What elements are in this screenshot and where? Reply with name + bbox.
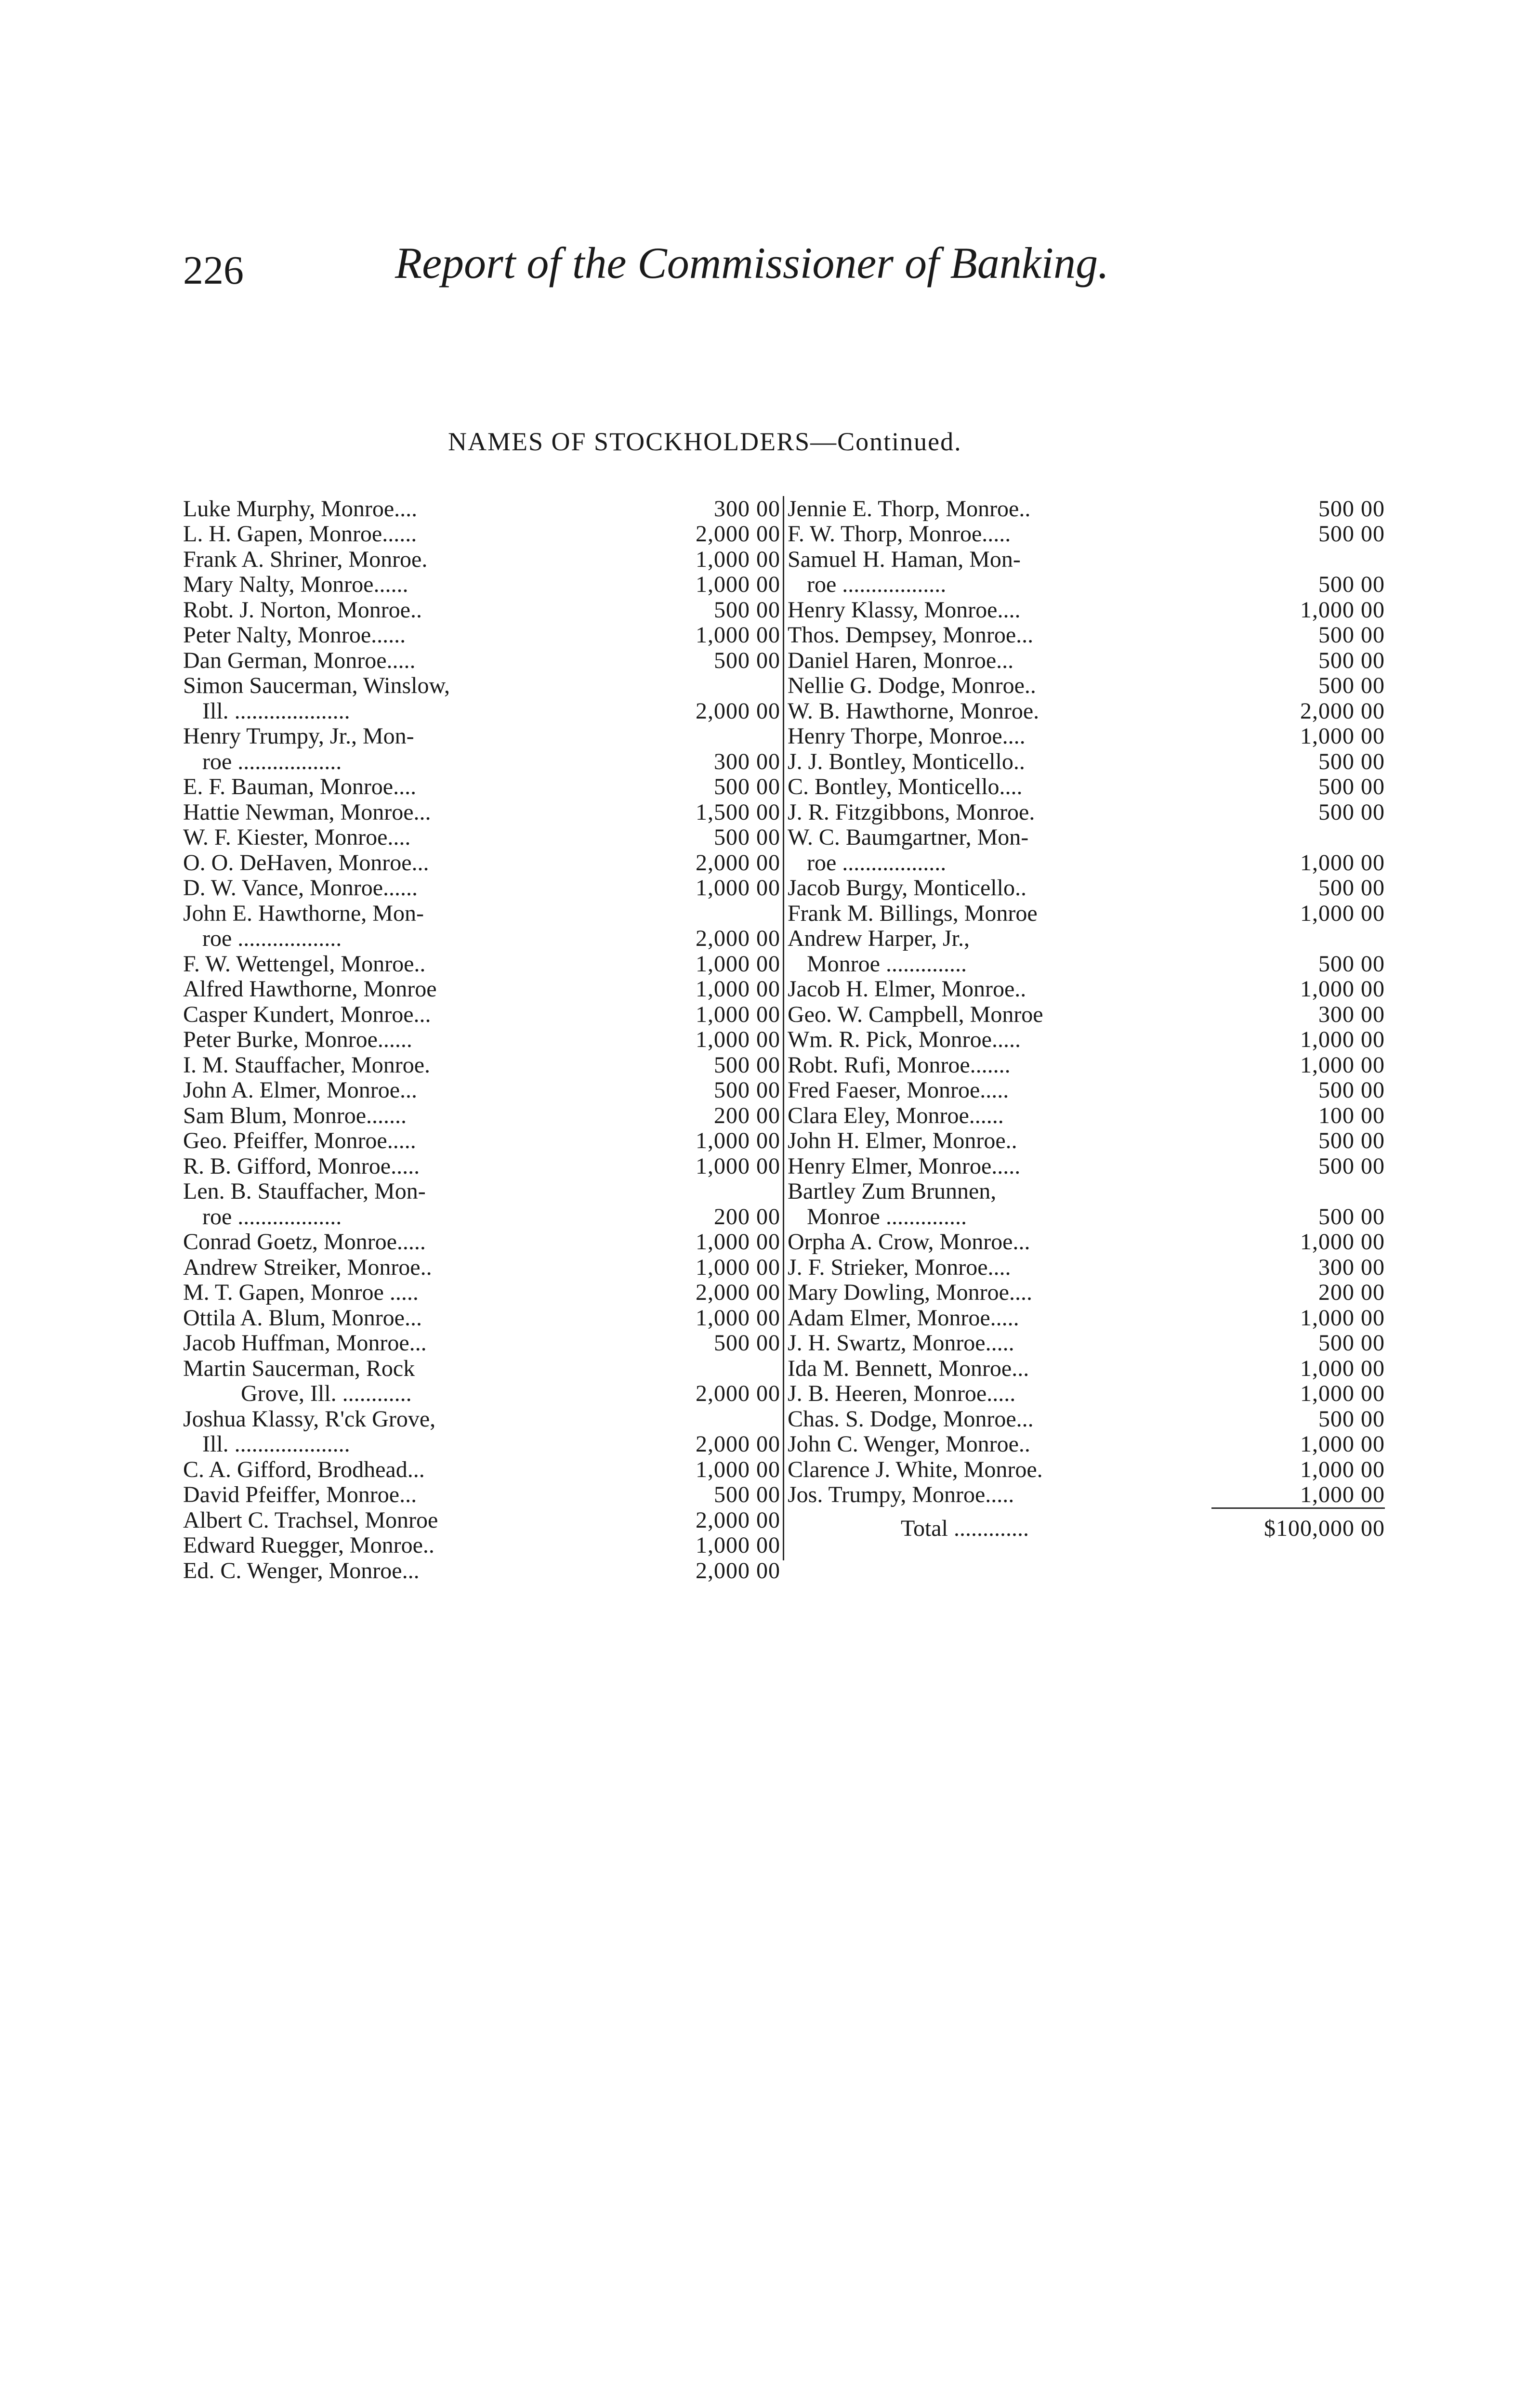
stockholder-row xyxy=(183,1356,780,1381)
stock-amount: 200 00 xyxy=(1318,1280,1385,1305)
stockholder-row xyxy=(183,1002,780,1027)
stockholder-name: Wm. R. Pick, Monroe..... xyxy=(788,1027,1021,1052)
stockholder-row xyxy=(183,673,780,699)
stockholder-row xyxy=(183,774,780,800)
stock-amount: 1,000 00 xyxy=(696,951,780,977)
stockholder-row xyxy=(183,901,780,926)
stockholder-name: roe .................. xyxy=(807,850,947,876)
stockholder-row xyxy=(788,799,1385,825)
stockholder-row xyxy=(788,951,1385,977)
stock-amount: 100 00 xyxy=(1318,1102,1385,1128)
stockholder-name: Samuel H. Haman, Mon- xyxy=(788,547,1021,572)
stockholder-name: John A. Elmer, Monroe... xyxy=(183,1078,418,1103)
stockholder-row xyxy=(788,1204,1385,1230)
stockholder-name: W. C. Baumgartner, Mon- xyxy=(788,825,1029,850)
stock-amount: 200 00 xyxy=(714,1204,780,1230)
stockholder-row xyxy=(788,926,1385,952)
stock-amount: 1,000 00 xyxy=(1300,1431,1385,1457)
stockholder-name: Geo. Pfeiffer, Monroe..... xyxy=(183,1128,416,1153)
stockholder-row xyxy=(183,799,780,825)
stockholder-row xyxy=(183,1128,780,1154)
stockholder-row xyxy=(788,597,1385,623)
stockholder-name: Ed. C. Wenger, Monroe... xyxy=(183,1558,420,1584)
stock-amount: 1,000 00 xyxy=(1300,1381,1385,1406)
stockholder-name: Ottila A. Blum, Monroe... xyxy=(183,1305,422,1331)
stockholder-name: Simon Saucerman, Winslow, xyxy=(183,673,450,698)
stock-amount: 1,000 00 xyxy=(696,622,780,648)
stock-amount: 1,000 00 xyxy=(696,1153,780,1179)
stock-amount: 1,000 00 xyxy=(696,1027,780,1052)
stock-amount: 1,000 00 xyxy=(696,1254,780,1280)
stock-amount: 500 00 xyxy=(714,1052,780,1078)
stockholder-name: Joshua Klassy, R'ck Grove, xyxy=(183,1406,436,1432)
stock-amount: 2,000 00 xyxy=(1300,698,1385,724)
stockholder-list-left xyxy=(183,496,780,1584)
stockholder-name: Jacob Burgy, Monticello.. xyxy=(788,876,1026,901)
stockholder-name: Alfred Hawthorne, Monroe xyxy=(183,977,437,1002)
stock-amount: 2,000 00 xyxy=(696,1280,780,1305)
stock-amount: 1,000 00 xyxy=(696,875,780,901)
stock-amount: 500 00 xyxy=(1318,951,1385,977)
stockholder-name: Frank M. Billings, Monroe xyxy=(788,901,1038,926)
stock-amount: 300 00 xyxy=(1318,1254,1385,1280)
stock-amount: 1,000 00 xyxy=(1300,1482,1385,1507)
stockholder-row xyxy=(183,1078,780,1103)
stockholder-name: I. M. Stauffacher, Monroe. xyxy=(183,1052,431,1078)
stockholder-name: Bartley Zum Brunnen, xyxy=(788,1179,997,1204)
stock-amount: 1,000 00 xyxy=(1300,1229,1385,1255)
stock-amount: 1,000 00 xyxy=(1300,900,1385,926)
stockholder-row xyxy=(183,926,780,952)
stockholder-row xyxy=(788,1128,1385,1154)
stockholder-row xyxy=(788,1002,1385,1027)
stockholder-row xyxy=(183,572,780,598)
stockholder-name: Monroe .............. xyxy=(807,1204,967,1230)
stockholder-row xyxy=(788,522,1385,547)
stockholder-name: R. B. Gifford, Monroe..... xyxy=(183,1153,420,1179)
stockholder-row xyxy=(788,1179,1385,1204)
stockholder-name: Jacob H. Elmer, Monroe.. xyxy=(788,977,1026,1002)
stockholder-row xyxy=(183,850,780,876)
stockholder-name: C. A. Gifford, Brodhead... xyxy=(183,1457,425,1482)
stock-amount: 500 00 xyxy=(1318,1406,1385,1432)
section-title: NAMES OF STOCKHOLDERS—Continued. xyxy=(448,427,962,456)
stockholder-name: C. Bontley, Monticello.... xyxy=(788,774,1023,799)
stock-amount: 500 00 xyxy=(1318,1128,1385,1153)
stockholder-name: Hattie Newman, Monroe... xyxy=(183,799,431,825)
stockholder-name: J. F. Strieker, Monroe.... xyxy=(788,1255,1011,1280)
stock-amount: 2,000 00 xyxy=(696,926,780,951)
stock-amount: 500 00 xyxy=(1318,1077,1385,1103)
stockholder-name: roe .................. xyxy=(202,749,342,774)
stockholder-name: Henry Thorpe, Monroe.... xyxy=(788,724,1026,749)
stock-amount: 300 00 xyxy=(714,496,780,522)
stockholder-name: Luke Murphy, Monroe.... xyxy=(183,496,418,522)
stockholder-name: John C. Wenger, Monroe.. xyxy=(788,1432,1030,1457)
stockholder-row xyxy=(183,597,780,623)
stockholder-name: John E. Hawthorne, Mon- xyxy=(183,901,424,926)
stockholder-row xyxy=(183,547,780,572)
stockholder-list-right xyxy=(788,496,1385,1541)
stock-amount: 2,000 00 xyxy=(696,698,780,724)
stockholder-row xyxy=(183,1331,780,1356)
stock-amount: 2,000 00 xyxy=(696,1557,780,1584)
stockholder-name: Thos. Dempsey, Monroe... xyxy=(788,623,1034,648)
stock-amount: 1,500 00 xyxy=(696,799,780,825)
stockholder-row xyxy=(183,876,780,901)
stockholder-name: Mary Dowling, Monroe.... xyxy=(788,1280,1032,1305)
stockholder-row xyxy=(183,1280,780,1306)
stockholder-row xyxy=(788,876,1385,901)
stock-amount: 1,000 00 xyxy=(1300,850,1385,876)
total-amount: $100,000 00 xyxy=(1264,1515,1385,1541)
stockholder-name: Martin Saucerman, Rock xyxy=(183,1356,415,1381)
stock-amount: 1,000 00 xyxy=(696,1001,780,1027)
stockholder-name: Conrad Goetz, Monroe..... xyxy=(183,1230,426,1255)
stockholder-row xyxy=(788,1482,1385,1508)
stockholder-name: Chas. S. Dodge, Monroe... xyxy=(788,1406,1034,1432)
stockholder-name: Monroe .............. xyxy=(807,951,967,977)
stockholder-row xyxy=(788,977,1385,1002)
stock-amount: 500 00 xyxy=(1318,875,1385,901)
stockholder-row xyxy=(183,1482,780,1508)
stockholder-name: Henry Trumpy, Jr., Mon- xyxy=(183,724,414,749)
stock-amount: 500 00 xyxy=(1318,521,1385,547)
stockholder-row xyxy=(788,1356,1385,1381)
stock-amount: 500 00 xyxy=(1318,572,1385,597)
stock-amount: 500 00 xyxy=(1318,1330,1385,1356)
stockholder-row xyxy=(788,623,1385,648)
stockholder-name: Peter Burke, Monroe...... xyxy=(183,1027,412,1052)
stockholder-row xyxy=(788,825,1385,851)
stockholder-row xyxy=(788,850,1385,876)
stockholder-row xyxy=(183,749,780,774)
stockholder-name: Ill. .................... xyxy=(202,1432,350,1457)
stockholder-row xyxy=(788,1381,1385,1407)
stockholder-name: F. W. Wettengel, Monroe.. xyxy=(183,951,426,977)
stockholder-name: M. T. Gapen, Monroe ..... xyxy=(183,1280,419,1305)
stock-amount: 1,000 00 xyxy=(1300,1305,1385,1331)
stockholder-row xyxy=(183,1103,780,1128)
stock-amount: 1,000 00 xyxy=(696,572,780,597)
stockholder-row xyxy=(788,1027,1385,1053)
stock-amount: 1,000 00 xyxy=(696,1305,780,1331)
stock-amount: 500 00 xyxy=(1318,748,1385,774)
stockholder-name: Len. B. Stauffacher, Mon- xyxy=(183,1179,426,1204)
stockholder-name: Dan German, Monroe..... xyxy=(183,648,416,673)
stockholder-row xyxy=(788,1255,1385,1280)
stockholder-row xyxy=(183,951,780,977)
stockholder-row xyxy=(183,1432,780,1457)
stockholder-row xyxy=(788,648,1385,673)
stockholder-row xyxy=(183,1381,780,1407)
stock-amount: 500 00 xyxy=(714,1330,780,1356)
stockholder-name: W. B. Hawthorne, Monroe. xyxy=(788,698,1039,724)
stock-amount: 2,000 00 xyxy=(696,1431,780,1457)
stockholder-name: L. H. Gapen, Monroe...... xyxy=(183,522,417,547)
stockholder-row xyxy=(788,1052,1385,1078)
stock-amount: 1,000 00 xyxy=(696,1128,780,1153)
stock-amount: 2,000 00 xyxy=(696,850,780,876)
stockholder-name: Ida M. Bennett, Monroe... xyxy=(788,1356,1029,1381)
stockholder-row xyxy=(788,749,1385,774)
stock-amount: 500 00 xyxy=(714,1482,780,1507)
stockholder-name: J. H. Swartz, Monroe..... xyxy=(788,1331,1014,1356)
stock-amount: 1,000 00 xyxy=(696,1229,780,1255)
total-rule xyxy=(1211,1507,1385,1509)
stockholder-name: J. R. Fitzgibbons, Monroe. xyxy=(788,799,1035,825)
stockholder-row xyxy=(183,1457,780,1482)
stock-amount: 1,000 00 xyxy=(1300,1456,1385,1482)
stockholder-row xyxy=(788,572,1385,598)
stock-amount: 200 00 xyxy=(714,1102,780,1128)
stockholder-name: Jennie E. Thorp, Monroe.. xyxy=(788,496,1031,522)
stockholder-row xyxy=(183,1204,780,1230)
stockholder-row xyxy=(788,1331,1385,1356)
stockholder-name: Henry Klassy, Monroe.... xyxy=(788,597,1021,623)
stockholder-name: David Pfeiffer, Monroe... xyxy=(183,1482,417,1507)
stock-amount: 300 00 xyxy=(1318,1001,1385,1027)
stock-amount: 300 00 xyxy=(714,748,780,774)
stockholder-row xyxy=(788,496,1385,522)
stockholder-name: Daniel Haren, Monroe... xyxy=(788,648,1014,673)
stock-amount: 1,000 00 xyxy=(696,976,780,1002)
stock-amount: 1,000 00 xyxy=(1300,723,1385,749)
stockholder-row xyxy=(788,901,1385,926)
total-label: Total ............. xyxy=(901,1516,1029,1541)
stockholder-name: Andrew Harper, Jr., xyxy=(788,926,970,951)
stockholder-name: Nellie G. Dodge, Monroe.. xyxy=(788,673,1036,698)
stockholder-row xyxy=(183,1255,780,1280)
stock-amount: 1,000 00 xyxy=(696,1532,780,1558)
stock-amount: 500 00 xyxy=(1318,774,1385,799)
stockholder-name: J. B. Heeren, Monroe..... xyxy=(788,1381,1016,1406)
stockholder-name: Albert C. Trachsel, Monroe xyxy=(183,1507,438,1533)
stockholder-name: roe .................. xyxy=(202,1204,342,1230)
stockholder-row xyxy=(183,496,780,522)
stockholder-row xyxy=(788,1078,1385,1103)
column-divider xyxy=(783,496,784,1560)
stockholder-row xyxy=(788,774,1385,800)
stock-amount: 500 00 xyxy=(714,1077,780,1103)
stockholder-row xyxy=(788,1280,1385,1306)
stockholder-name: Casper Kundert, Monroe... xyxy=(183,1002,431,1027)
stockholder-row xyxy=(183,648,780,673)
stockholder-row xyxy=(183,1153,780,1179)
stockholder-name: Grove, Ill. ............ xyxy=(241,1381,412,1406)
stock-amount: 500 00 xyxy=(1318,647,1385,673)
stockholder-row xyxy=(183,724,780,749)
total-row xyxy=(788,1516,1385,1541)
stockholder-row xyxy=(183,522,780,547)
stock-amount: 1,000 00 xyxy=(1300,1027,1385,1052)
stockholder-row xyxy=(788,673,1385,699)
stock-amount: 500 00 xyxy=(1318,496,1385,522)
stockholder-name: Robt. Rufi, Monroe....... xyxy=(788,1052,1011,1078)
stockholder-name: Adam Elmer, Monroe..... xyxy=(788,1305,1019,1331)
stockholder-name: John H. Elmer, Monroe.. xyxy=(788,1128,1017,1153)
stock-amount: 500 00 xyxy=(1318,622,1385,648)
stockholder-name: Robt. J. Norton, Monroe.. xyxy=(183,597,422,623)
stockholder-name: F. W. Thorp, Monroe..... xyxy=(788,522,1011,547)
stockholder-name: roe .................. xyxy=(807,572,947,597)
stockholder-name: E. F. Bauman, Monroe.... xyxy=(183,774,417,799)
stock-amount: 500 00 xyxy=(1318,799,1385,825)
stock-amount: 2,000 00 xyxy=(696,1381,780,1406)
stock-amount: 1,000 00 xyxy=(696,546,780,572)
stockholder-name: Peter Nalty, Monroe...... xyxy=(183,623,406,648)
stock-amount: 1,000 00 xyxy=(1300,976,1385,1002)
stockholder-name: Geo. W. Campbell, Monroe xyxy=(788,1002,1043,1027)
stockholder-row xyxy=(183,825,780,851)
stockholder-row xyxy=(183,1558,780,1584)
stockholder-row xyxy=(788,1230,1385,1255)
stockholder-row xyxy=(788,698,1385,724)
stockholder-row xyxy=(183,698,780,724)
stockholder-row xyxy=(788,1153,1385,1179)
stockholder-name: J. J. Bontley, Monticello.. xyxy=(788,749,1025,774)
running-title: Report of the Commissioner of Banking. xyxy=(395,238,1109,288)
stockholder-name: O. O. DeHaven, Monroe... xyxy=(183,850,429,876)
stockholder-row xyxy=(788,1457,1385,1482)
stockholder-row xyxy=(183,1533,780,1558)
stock-amount: 500 00 xyxy=(714,774,780,799)
stockholder-name: D. W. Vance, Monroe...... xyxy=(183,876,418,901)
stockholder-row xyxy=(788,1103,1385,1128)
stock-amount: 500 00 xyxy=(1318,1204,1385,1230)
stock-amount: 1,000 00 xyxy=(1300,1052,1385,1078)
stockholder-row xyxy=(183,1230,780,1255)
stockholder-row xyxy=(183,1507,780,1533)
stockholder-row xyxy=(183,1052,780,1078)
stockholder-name: W. F. Kiester, Monroe.... xyxy=(183,825,411,850)
stock-amount: 500 00 xyxy=(714,824,780,850)
page-number: 226 xyxy=(183,248,244,293)
stockholder-row xyxy=(183,1179,780,1204)
stockholder-name: Jacob Huffman, Monroe... xyxy=(183,1331,427,1356)
stock-amount: 1,000 00 xyxy=(696,1456,780,1482)
stockholder-row xyxy=(183,623,780,648)
stockholder-name: roe .................. xyxy=(202,926,342,951)
stockholder-row xyxy=(788,1305,1385,1331)
stock-amount: 500 00 xyxy=(1318,1153,1385,1179)
stockholder-name: Clara Eley, Monroe...... xyxy=(788,1103,1004,1128)
stockholder-row xyxy=(788,724,1385,749)
stockholder-name: Edward Ruegger, Monroe.. xyxy=(183,1533,434,1558)
stock-amount: 1,000 00 xyxy=(1300,1355,1385,1381)
stockholder-name: Frank A. Shriner, Monroe. xyxy=(183,547,428,572)
stockholder-name: Andrew Streiker, Monroe.. xyxy=(183,1255,432,1280)
stockholder-row xyxy=(788,1432,1385,1457)
stockholder-row xyxy=(788,1406,1385,1432)
stock-amount: 500 00 xyxy=(714,597,780,623)
stockholder-row xyxy=(183,1406,780,1432)
stockholder-name: Mary Nalty, Monroe...... xyxy=(183,572,408,597)
stockholder-name: Sam Blum, Monroe....... xyxy=(183,1103,407,1128)
stockholder-row xyxy=(183,1027,780,1053)
stock-amount: 500 00 xyxy=(1318,673,1385,698)
stockholder-name: Fred Faeser, Monroe..... xyxy=(788,1078,1009,1103)
stock-amount: 500 00 xyxy=(714,647,780,673)
stock-amount: 1,000 00 xyxy=(1300,597,1385,623)
stockholder-row xyxy=(183,977,780,1002)
stockholder-row xyxy=(788,547,1385,572)
stockholder-name: Clarence J. White, Monroe. xyxy=(788,1457,1043,1482)
stockholder-name: Ill. .................... xyxy=(202,698,350,724)
stock-amount: 2,000 00 xyxy=(696,521,780,547)
stock-amount: 2,000 00 xyxy=(696,1507,780,1533)
stockholder-row xyxy=(183,1305,780,1331)
stockholder-name: Henry Elmer, Monroe..... xyxy=(788,1153,1021,1179)
stockholder-name: Jos. Trumpy, Monroe..... xyxy=(788,1482,1014,1507)
stockholder-name: Orpha A. Crow, Monroe... xyxy=(788,1230,1030,1255)
